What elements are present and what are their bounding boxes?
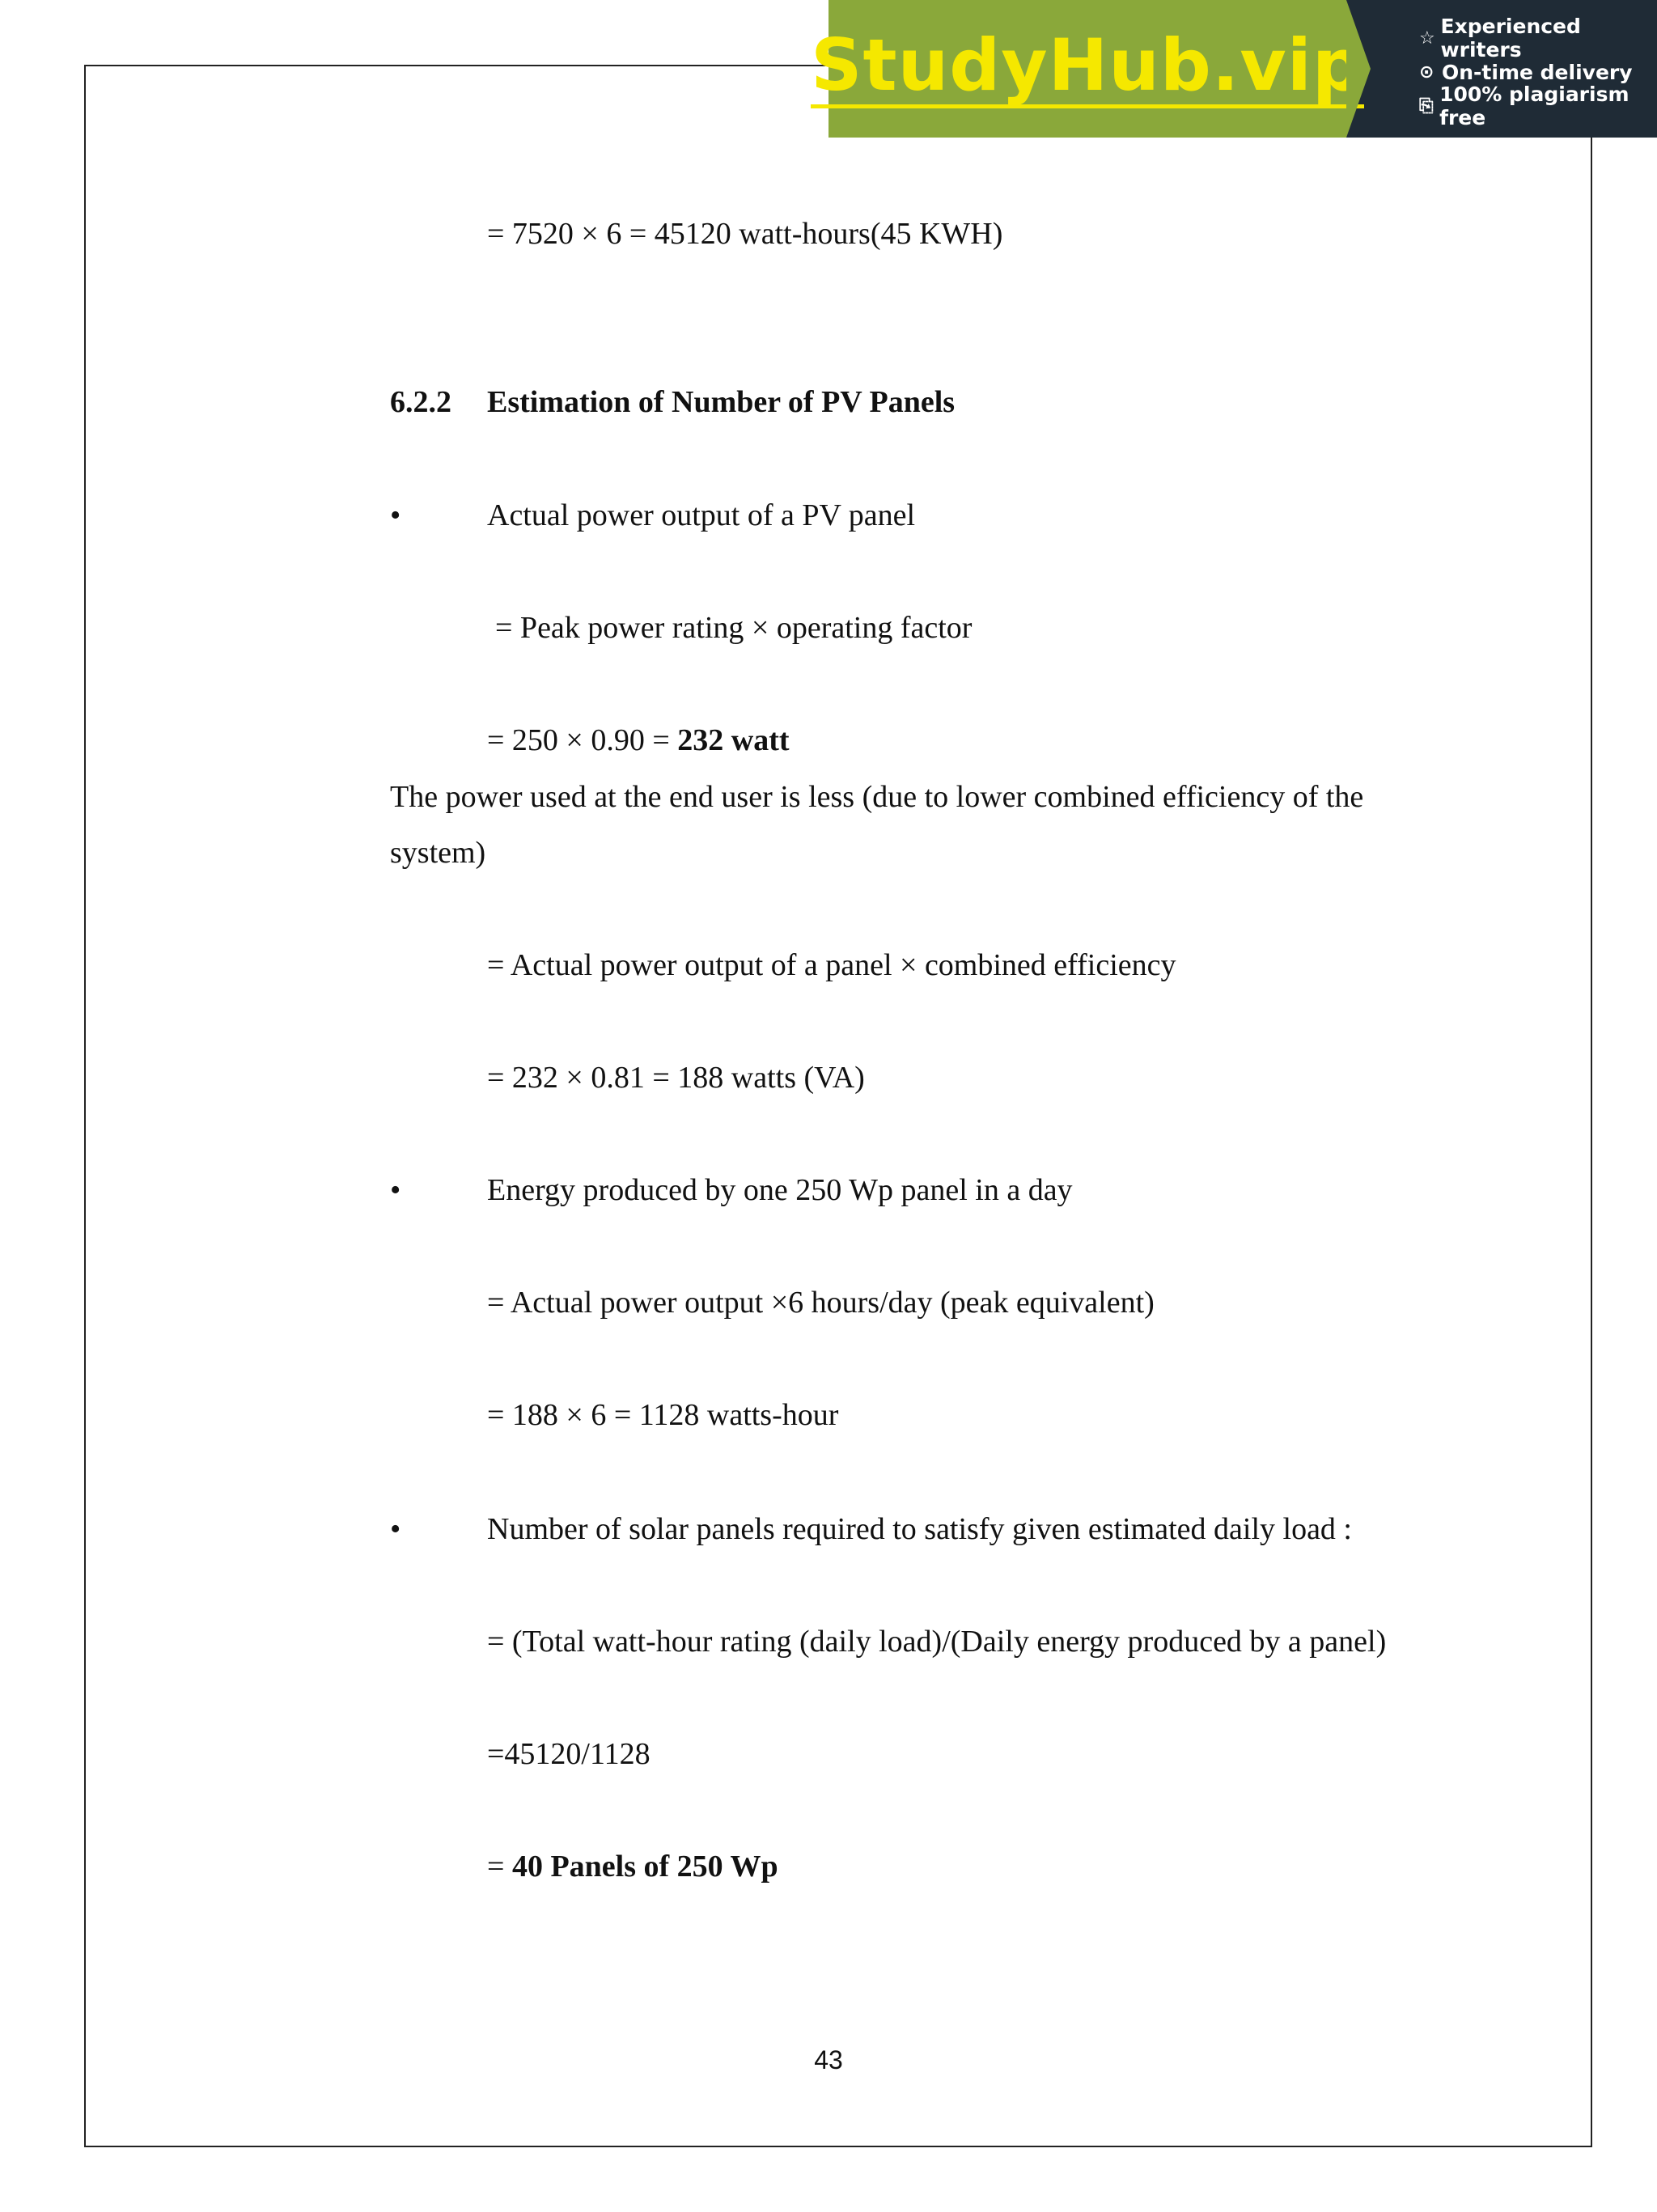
feature-text: On-time delivery: [1442, 60, 1633, 84]
feature-list: [1346, 0, 1657, 138]
equation-250-result: 232 watt: [677, 723, 790, 757]
equation-division: =45120/1128: [487, 1737, 651, 1771]
studyhub-banner[interactable]: [811, 0, 1657, 138]
equation-188: = 188 × 6 = 1128 watts-hour: [487, 1398, 839, 1432]
feature-item: [1419, 83, 1657, 129]
section-number: 6.2.2: [390, 385, 451, 419]
brand-logo: StudyHub.vip: [811, 23, 1364, 107]
bullet-text: Actual power output of a PV panel: [487, 498, 916, 532]
equation-ratio: = (Total watt-hour rating (daily load)/(Daily energy produced by a panel): [487, 1625, 1387, 1659]
equation-final-prefix: =: [487, 1850, 512, 1884]
paragraph-line: system): [390, 836, 486, 870]
equation-250-text: = 250 × 0.90 =: [487, 723, 678, 757]
bullet: •: [390, 498, 401, 532]
page-frame: [84, 65, 1592, 2147]
equation-final: [487, 1851, 778, 1882]
bullet: •: [390, 1173, 401, 1207]
equation-peak-power: = Peak power rating × operating factor: [495, 611, 973, 645]
feature-item: [1419, 15, 1657, 61]
equation-actual-power: = Actual power output of a panel × combined efficiency: [487, 948, 1176, 982]
equation-final-result: 40 Panels of 250 Wp: [511, 1850, 778, 1884]
equation-total-energy: = 7520 × 6 = 45120 watt-hours(45 KWH): [487, 217, 1003, 251]
section-title: Estimation of Number of PV Panels: [487, 385, 956, 419]
feature-text: Experienced writers: [1440, 15, 1581, 61]
paragraph-line: The power used at the end user is less (due to lower combined efficiency of the: [390, 780, 1364, 814]
equation-hours: = Actual power output ×6 hours/day (peak equivalent): [487, 1286, 1155, 1320]
bullet-text: Energy produced by one 250 Wp panel in a day: [487, 1173, 1073, 1207]
equation-250: [487, 725, 790, 756]
bullet: •: [390, 1512, 401, 1546]
copy-icon: ⎘: [1419, 95, 1434, 117]
equation-232: = 232 × 0.81 = 188 watts (VA): [487, 1061, 865, 1095]
clock-icon: ⊙: [1419, 61, 1435, 83]
feature-text: 100% plagiarism free: [1439, 83, 1629, 129]
star-icon: ☆: [1419, 28, 1435, 49]
page-number: 43: [814, 2045, 843, 2074]
bullet-text: Number of solar panels required to satisfy given estimated daily load :: [487, 1512, 1352, 1546]
brand-area: [811, 0, 1364, 138]
